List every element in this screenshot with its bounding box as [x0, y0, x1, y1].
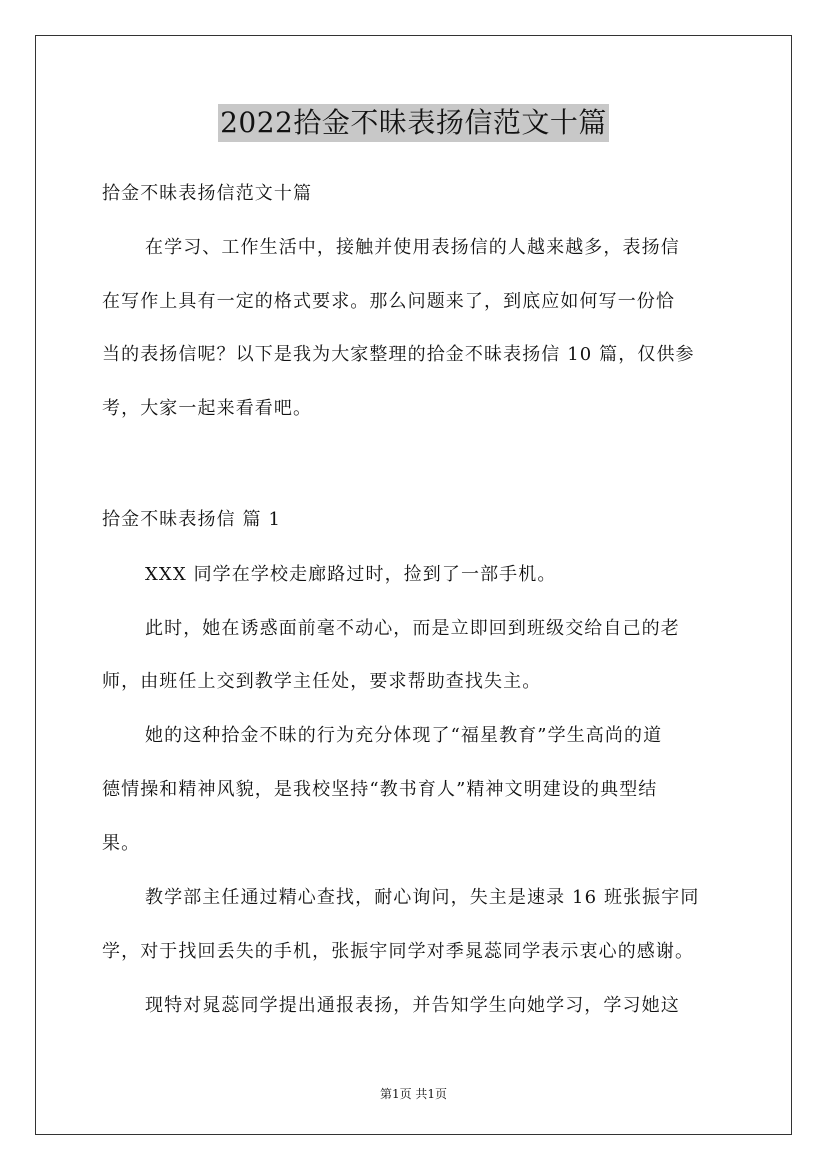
title-wrap — [0, 104, 827, 142]
intro-line: 考，大家一起来看看吧。 — [102, 398, 313, 419]
intro-line: 当的表扬信呢？以下是我为大家整理的拾金不昧表扬信 10 篇，仅供参 — [102, 344, 695, 365]
subtitle: 拾金不昧表扬信范文十篇 — [102, 183, 313, 204]
body-line: 果。 — [102, 833, 141, 854]
document-title: 2022拾金不昧表扬信范文十篇 — [218, 104, 609, 142]
body-line: 学，对于找回丢失的手机，张振宇同学对季晁蕊同学表示衷心的感谢。 — [102, 941, 695, 962]
intro-line: 在学习、工作生活中，接触并使用表扬信的人越来越多，表扬信 — [145, 237, 680, 258]
body-line: 此时，她在诱惑面前毫不动心，而是立即回到班级交给自己的老 — [145, 618, 680, 639]
body-line: 她的这种拾金不昧的行为充分体现了“福星教育”学生高尚的道 — [145, 725, 663, 746]
section-heading: 拾金不昧表扬信 篇 1 — [102, 509, 281, 530]
intro-line: 在写作上具有一定的格式要求。那么问题来了，到底应如何写一份恰 — [102, 291, 675, 312]
page-footer: 第1页 共1页 — [379, 1087, 448, 1101]
body-line: 师，由班任上交到教学主任处，要求帮助查找失主。 — [102, 671, 542, 692]
body-line: 教学部主任通过精心查找，耐心询问，失主是速录 16 班张振宇同 — [145, 887, 700, 908]
body-line: 现特对晁蕊同学提出通报表扬，并告知学生向她学习，学习她这 — [145, 995, 680, 1016]
body-line: XXX 同学在学校走廊路过时，捡到了一部手机。 — [145, 564, 557, 585]
body-line: 德情操和精神风貌，是我校坚持“教书育人”精神文明建设的典型结 — [102, 779, 658, 800]
